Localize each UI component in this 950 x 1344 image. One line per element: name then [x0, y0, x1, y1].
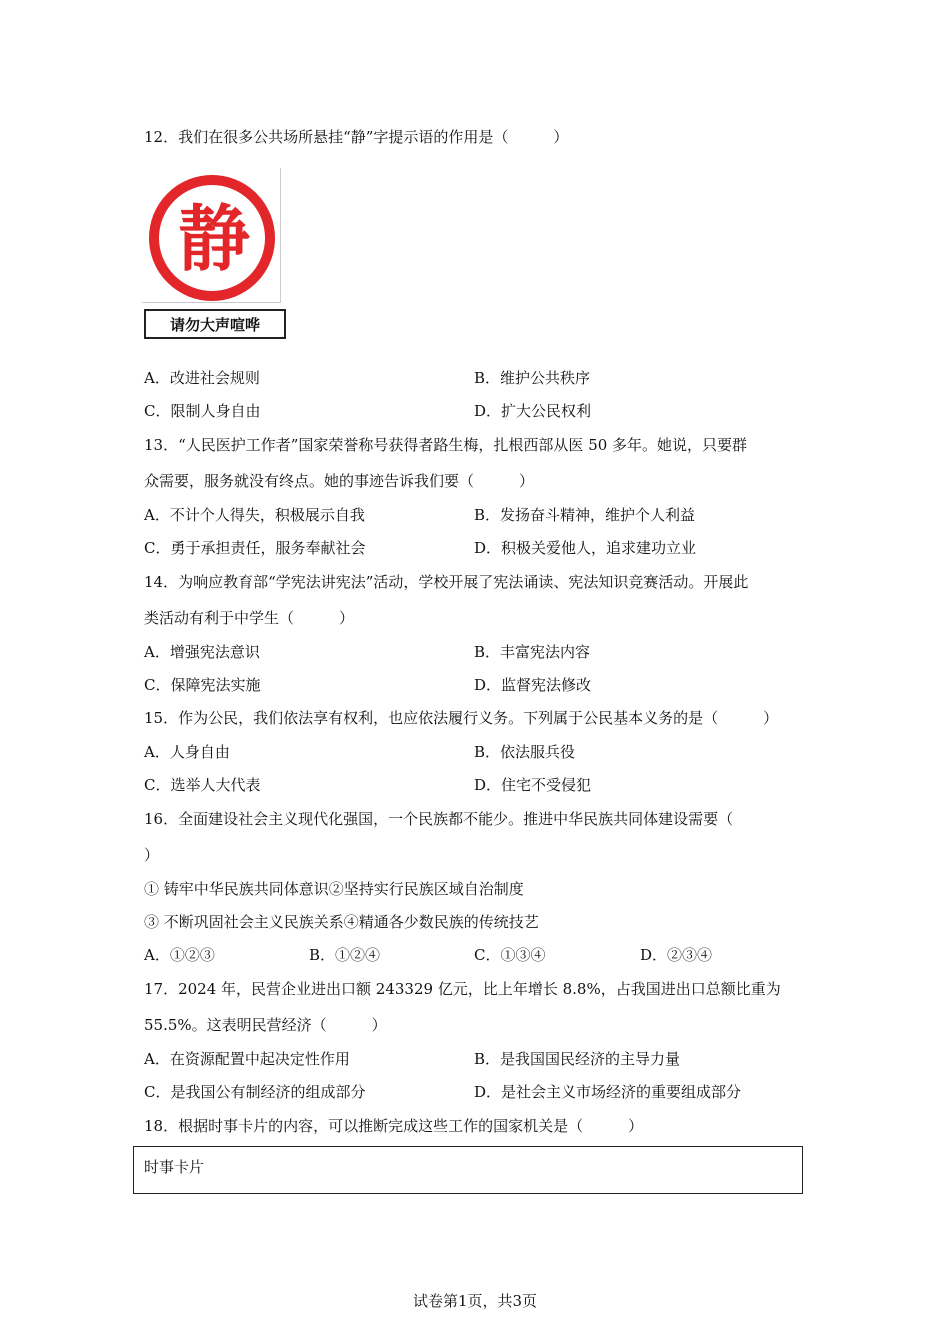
quiet-sign-image — [142, 168, 281, 303]
q16-option-b: B．①②④ — [309, 946, 381, 964]
q17-stem-line1: 17．2024 年，民营企业进出口额 243329 亿元，比上年增长 8.8%，占我国进出口总额比重为 — [144, 980, 781, 998]
q16-items-3-4: ③ 不断巩固社会主义民族关系④精通各少数民族的传统技艺 — [144, 913, 539, 931]
q17-stem-line2: 55.5%。这表明民营经济（ ） — [144, 1016, 387, 1034]
q17-option-b: B．是我国国民经济的主导力量 — [474, 1050, 681, 1068]
q14-option-a: A．增强宪法意识 — [144, 643, 260, 661]
q12-option-a: A．改进社会规则 — [144, 369, 260, 387]
q17-option-c: C．是我国公有制经济的组成部分 — [144, 1083, 366, 1101]
q14-stem-line1: 14．为响应教育部“学宪法讲宪法”活动，学校开展了宪法诵读、宪法知识竞赛活动。开展此 — [144, 573, 749, 591]
q15-stem: 15．作为公民，我们依法享有权利，也应依法履行义务。下列属于公民基本义务的是（ ） — [144, 709, 779, 727]
q16-stem-line2: ） — [144, 846, 160, 864]
q16-option-c: C．①③④ — [474, 946, 546, 964]
page-footer: 试卷第1页，共3页 — [412, 1292, 538, 1310]
q15-option-b: B．依法服兵役 — [474, 743, 576, 761]
q13-option-d: D．积极关爱他人，追求建功立业 — [474, 539, 697, 557]
q16-stem-line1: 16．全面建设社会主义现代化强国，一个民族都不能少。推进中华民族共同体建设需要（ — [144, 810, 734, 828]
q16-option-a: A．①②③ — [144, 946, 215, 964]
q13-option-b: B．发扬奋斗精神，维护个人利益 — [474, 506, 696, 524]
q14-option-c: C．保障宪法实施 — [144, 676, 261, 694]
q12-option-d: D．扩大公民权利 — [474, 402, 592, 420]
news-card — [133, 1146, 803, 1194]
q13-option-a: A．不计个人得失，积极展示自我 — [144, 506, 365, 524]
q15-option-c: C．选举人大代表 — [144, 776, 261, 794]
sign-char: 静 — [177, 197, 251, 281]
quiet-plate — [144, 309, 286, 339]
q13-stem-line2: 众需要，服务就没有终点。她的事迹告诉我们要（ ） — [144, 472, 535, 490]
q13-stem-line1: 13．“人民医护工作者”国家荣誉称号获得者路生梅，扎根西部从医 50 多年。她说，只要群 — [144, 436, 748, 454]
q15-option-a: A．人身自由 — [144, 743, 230, 761]
q14-stem-line2: 类活动有利于中学生（ ） — [144, 609, 355, 627]
q17-option-a: A．在资源配置中起决定性作用 — [144, 1050, 350, 1068]
news-card-title: 时事卡片 — [144, 1158, 205, 1176]
q12-option-b: B．维护公共秩序 — [474, 369, 591, 387]
q18-stem: 18．根据时事卡片的内容，可以推断完成这些工作的国家机关是（ ） — [144, 1117, 644, 1135]
q14-option-d: D．监督宪法修改 — [474, 676, 592, 694]
q16-option-d: D．②③④ — [640, 946, 713, 964]
q17-option-d: D．是社会主义市场经济的重要组成部分 — [474, 1083, 742, 1101]
q12-stem: 12．我们在很多公共场所悬挂“静”字提示语的作用是（ ） — [144, 128, 569, 146]
q15-option-d: D．住宅不受侵犯 — [474, 776, 592, 794]
q13-option-c: C．勇于承担责任，服务奉献社会 — [144, 539, 366, 557]
q12-option-c: C．限制人身自由 — [144, 402, 261, 420]
q16-items-1-2: ① 铸牢中华民族共同体意识②坚持实行民族区域自治制度 — [144, 880, 524, 898]
plate-text: 请勿大声喧哗 — [169, 315, 260, 334]
q14-option-b: B．丰富宪法内容 — [474, 643, 591, 661]
